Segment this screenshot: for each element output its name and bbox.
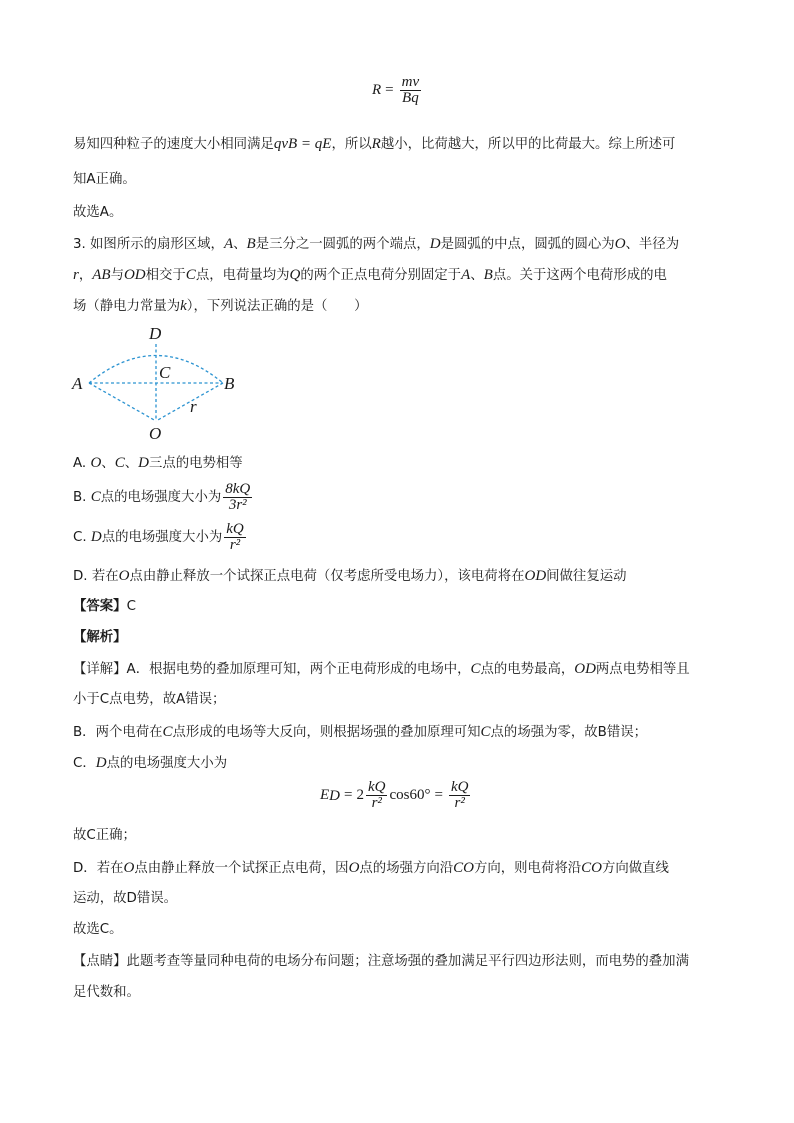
label-c: C (159, 363, 171, 382)
option-b: B. C点的电场强度大小为 $\frac{8kQ}{\text{3r²}}$ (73, 480, 251, 513)
option-a: A. O、C、D三点的电势相等 (73, 455, 243, 471)
detail-line: 故C正确； (73, 828, 136, 843)
label-a: A (72, 374, 83, 393)
comment-line: 足代数和。 (73, 985, 140, 1000)
analysis-label: 【解析】 (73, 630, 127, 645)
detail-line: 小于C点电势，故A错误； (73, 692, 226, 707)
fraction: $\frac{8kQ}{\text{3r²}}$ (225, 480, 251, 513)
label-d: D (149, 324, 162, 343)
detail-line: 运动，故D错误。 (73, 891, 178, 906)
radius-oa (89, 383, 156, 421)
label-b: B (224, 374, 235, 393)
fraction: $\frac{mv}{Bq}$ (401, 74, 420, 106)
sector-diagram (60, 320, 260, 445)
option-c: C. D点的电场强度大小为 $\frac{kQ}{\text{r²}}$ (73, 520, 244, 553)
detail-line: 【详解】A．根据电势的叠加原理可知，两个正电荷形成的电场中，C点的电势最高，OD两点电势相等且 (73, 661, 690, 677)
question-line: r，AB与OD相交于C点，电荷量均为Q的两个正点电荷分别固定于A、B点。关于这两个电荷形成的电 (73, 267, 667, 283)
choice-statement: 故选A。 (73, 205, 123, 220)
fraction: $\frac{kQ}{\text{r²}}$ (367, 779, 386, 811)
detail-line: C．D点的电场强度大小为 (73, 755, 228, 771)
option-d: D. 若在O点由静止释放一个试探正点电荷（仅考虑所受电场力），该电荷将在OD间做往复运动 (73, 568, 627, 584)
question-line: 3. 如图所示的扇形区域，A、B是三分之一圆弧的两个端点，D是圆弧的中点，圆弧的圆心为O、半径为 (73, 236, 680, 252)
choice-statement: 故选C。 (73, 922, 123, 937)
answer: 【答案】C (73, 599, 136, 614)
formula-ed: E D = 2 $\frac{kQ}{\text{r²}}$ cos60° = $\frac{kQ}{\text{r²}}$ (320, 779, 469, 811)
label-o: O (149, 424, 162, 443)
question-line: 场（静电力常量为k），下列说法正确的是（ ） (73, 298, 368, 314)
label-r: r (190, 397, 197, 416)
fraction: $\frac{kQ}{\text{r²}}$ (226, 520, 244, 553)
paragraph-line: 知A正确。 (73, 172, 136, 187)
detail-line: B．两个电荷在C点形成的电场等大反向，则根据场强的叠加原理可知C点的场强为零，故B错误； (73, 724, 648, 740)
comment-line: 【点睛】此题考查等量同种电荷的电场分布问题；注意场强的叠加满足平行四边形法则，而电势的叠加满 (73, 954, 689, 969)
detail-line: D．若在O点由静止释放一个试探正点电荷，因O点的场强方向沿CO方向，则电荷将沿CO方向做直线 (73, 860, 669, 876)
paragraph-line: 易知四种粒子的速度大小相同满足qvB = qE，所以R越小，比荷越大，所以甲的比荷最大。综上所述可 (73, 136, 676, 152)
formula-radius: R = $\frac{mv}{Bq}$ (372, 74, 420, 106)
fraction: $\frac{kQ}{\text{r²}}$ (450, 779, 469, 811)
